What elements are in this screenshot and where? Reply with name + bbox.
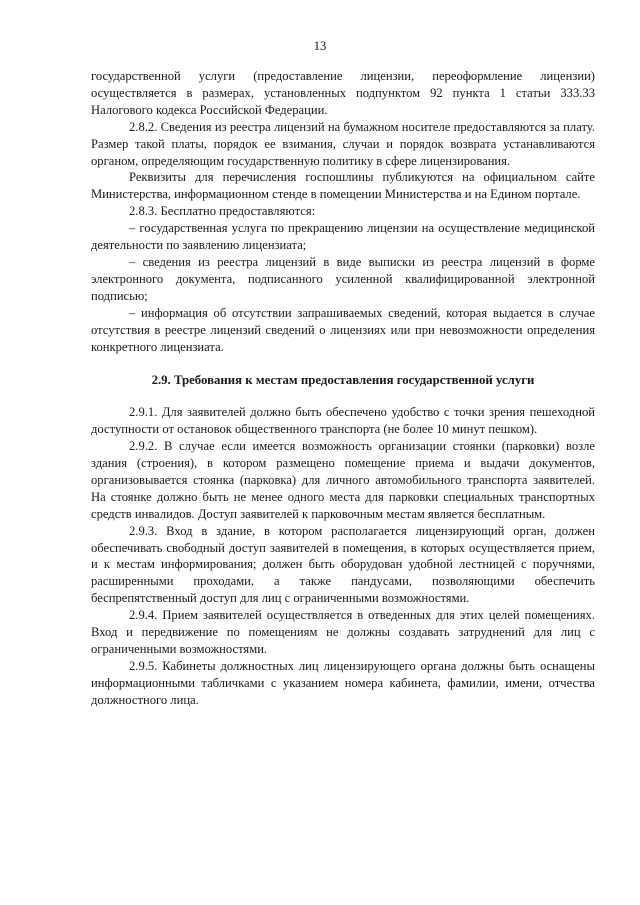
- paragraph-2-9-1: 2.9.1. Для заявителей должно быть обеспечено удобство с точки зрения пешеходной доступности от остановок общественного транспорта (не более 10 минут пешком).: [91, 405, 595, 437]
- paragraph-2-9-3: 2.9.3. Вход в здание, в котором располагается лицензирующий орган, должен обеспечивать свободный доступ заявителей в помещения, в которых осуществляется прием, и к местам информирования; должен быть оборудован удобной лестницей с поручнями, расширенными проходами, а также пандусами, позволяющими обеспечить беспрепятственный доступ для лиц с ограниченными возможностями.: [91, 523, 595, 606]
- paragraph-2-9-5: 2.9.5. Кабинеты должностных лиц лицензирующего органа должны быть оснащены информационными табличками с указанием номера кабинета, фамилии, имени, отчества должностного лица.: [91, 658, 595, 707]
- section-heading: 2.9. Требования к местам предоставления государственной услуги: [151, 373, 535, 388]
- paragraph-fee-continuation: государственной услуги (предоставление лицензии, переоформление лицензии) осуществляется в размерах, установленных подпунктом 92 пункта 1 статьи 333.33 Налогового кодекса Российской Федерации.: [91, 69, 595, 117]
- list-item-license-termination: – государственная услуга по прекращению лицензии на осуществление медицинской деятельности по заявлению лицензиата;: [91, 221, 595, 253]
- page-number: 13: [313, 39, 327, 53]
- paragraph-2-8-2: 2.8.2. Сведения из реестра лицензий на бумажном носителе предоставляются за плату. Размер такой платы, порядок ее взимания, случаи и порядок возврата устанавливаются органом, определяющим государственную политику в сфере лицензирования.: [91, 119, 595, 168]
- paragraph-2-9-2: 2.9.2. В случае если имеется возможность организации стоянки (парковки) возле здания (строения), в котором размещено помещение приема и выдачи документов, организовывается стоянка (парковка) для личного автомобильного транспорта заявителей. На стоянке должно быть не менее одного места для парковки специальных транспортных средств инвалидов. Доступ заявителей к парковочным местам является бесплатным.: [91, 439, 595, 521]
- document-body: [91, 68, 595, 709]
- paragraph-2-8-3: 2.8.3. Бесплатно предоставляются:: [129, 204, 316, 219]
- paragraph-2-9-4: 2.9.4. Прием заявителей осуществляется в отведенных для этих целей помещениях. Вход и передвижение по помещениям не должны создавать затруднений для лиц с ограниченными возможностями.: [91, 608, 595, 656]
- paragraph-payment-details: Реквизиты для перечисления госпошлины публикуются на официальном сайте Министерства, информационном стенде в помещении Министерства и на Едином портале.: [91, 170, 595, 202]
- list-item-absence-info: – информация об отсутствии запрашиваемых сведений, которая выдается в случае отсутствия в реестре лицензий сведений о лицензиях или при невозможности определения конкретного лицензиата.: [91, 305, 595, 354]
- list-item-registry-extract: – сведения из реестра лицензий в виде выписки из реестра лицензий в форме электронного документа, подписанного усиленной квалифицированной электронной подписью;: [91, 254, 595, 303]
